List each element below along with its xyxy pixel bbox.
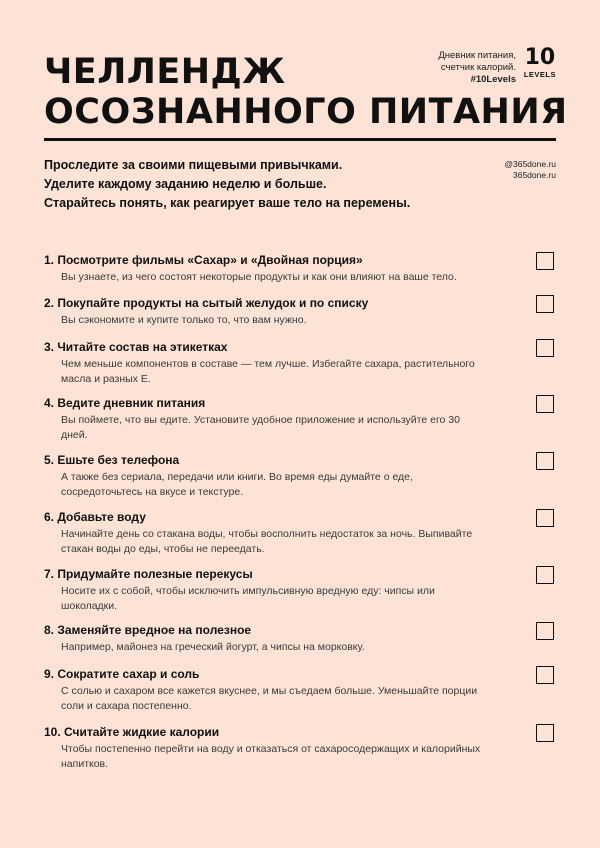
checklist-item	[44, 295, 556, 328]
checkbox[interactable]	[536, 295, 554, 313]
levels-logo	[524, 46, 556, 79]
item-description: С солью и сахаром все кажется вкуснее, и мы съедаем больше. Уменьшайте порции соли и сахара постепенно.	[61, 685, 478, 712]
meta-info	[438, 50, 516, 86]
checkbox[interactable]	[536, 452, 554, 470]
checklist-item	[44, 666, 556, 714]
checkbox[interactable]	[536, 339, 554, 357]
checklist-item	[44, 339, 556, 387]
meta-line-2: счетчик калорий.	[440, 62, 516, 73]
contacts	[504, 159, 556, 181]
item-title: 5. Ешьте без телефона	[44, 453, 180, 467]
checklist-item	[44, 252, 556, 285]
checklist-item	[44, 395, 556, 443]
divider	[44, 138, 556, 141]
item-title: 7. Придумайте полезные перекусы	[44, 567, 253, 581]
item-description: А также без сериала, передачи или книги. Во время еды думайте о еде, сосредоточьтесь на вкусе и текстуре.	[61, 471, 413, 498]
checklist-item	[44, 452, 556, 500]
item-title: 3. Читайте состав на этикетках	[44, 340, 228, 354]
checklist-item	[44, 509, 556, 557]
checklist-item	[44, 724, 556, 772]
item-title: 4. Ведите дневник питания	[44, 396, 206, 410]
intro-line-1: Проследите за своими пищевыми привычками.	[44, 158, 343, 172]
levels-label: LEVELS	[523, 70, 556, 79]
contact-handle: @365done.ru	[504, 159, 556, 169]
checklist-item	[44, 566, 556, 614]
checkbox[interactable]	[536, 566, 554, 584]
item-title: 2. Покупайте продукты на сытый желудок и по списку	[44, 296, 369, 310]
title-line-1: ЧЕЛЛЕНДЖ	[44, 52, 286, 92]
item-description: Вы поймете, что вы едите. Установите удобное приложение и используйте его 30 дней.	[61, 414, 460, 441]
item-description: Начинайте день со стакана воды, чтобы восполнить недостаток за ночь. Выпивайте стакан воды до еды, чтобы не переедать.	[61, 528, 473, 555]
item-description: Чтобы постепенно перейти на воду и отказаться от сахаросодержащих и калорийных напитков.	[61, 743, 481, 770]
contact-site: 365done.ru	[512, 170, 556, 180]
item-description: Вы узнаете, из чего состоят некоторые продукты и как они влияют на ваше тело.	[61, 271, 457, 283]
item-title: 1. Посмотрите фильмы «Сахар» и «Двойная порция»	[44, 253, 363, 267]
intro-text	[44, 156, 410, 213]
checkbox[interactable]	[536, 252, 554, 270]
checkbox[interactable]	[536, 724, 554, 742]
hashtag: #10Levels	[470, 74, 516, 85]
intro-line-3: Старайтесь понять, как реагирует ваше тело на перемены.	[44, 196, 411, 210]
item-title: 10. Считайте жидкие калории	[44, 725, 220, 739]
item-title: 6. Добавьте воду	[44, 510, 146, 524]
meta-line-1: Дневник питания,	[438, 50, 516, 61]
levels-number: 10	[524, 45, 556, 70]
item-title: 9. Сократите сахар и соль	[44, 667, 200, 681]
item-title: 8. Заменяйте вредное на полезное	[44, 623, 252, 637]
checkbox[interactable]	[536, 622, 554, 640]
checkbox[interactable]	[536, 395, 554, 413]
item-description: Чем меньше компонентов в составе — тем лучше. Избегайте сахара, растительного масла и разных Е.	[61, 358, 475, 385]
checkbox[interactable]	[536, 509, 554, 527]
item-description: Вы сэкономите и купите только то, что вам нужно.	[61, 314, 307, 326]
checklist-item	[44, 622, 556, 655]
title-line-2: ОСОЗНАННОГО ПИТАНИЯ	[44, 92, 568, 132]
checkbox[interactable]	[536, 666, 554, 684]
item-description: Например, майонез на греческий йогурт, а чипсы на морковку.	[61, 641, 365, 653]
intro-line-2: Уделите каждому заданию неделю и больше.	[44, 177, 327, 191]
item-description: Носите их с собой, чтобы исключить импульсивную вредную еду: чипсы или шоколадки.	[61, 585, 435, 612]
